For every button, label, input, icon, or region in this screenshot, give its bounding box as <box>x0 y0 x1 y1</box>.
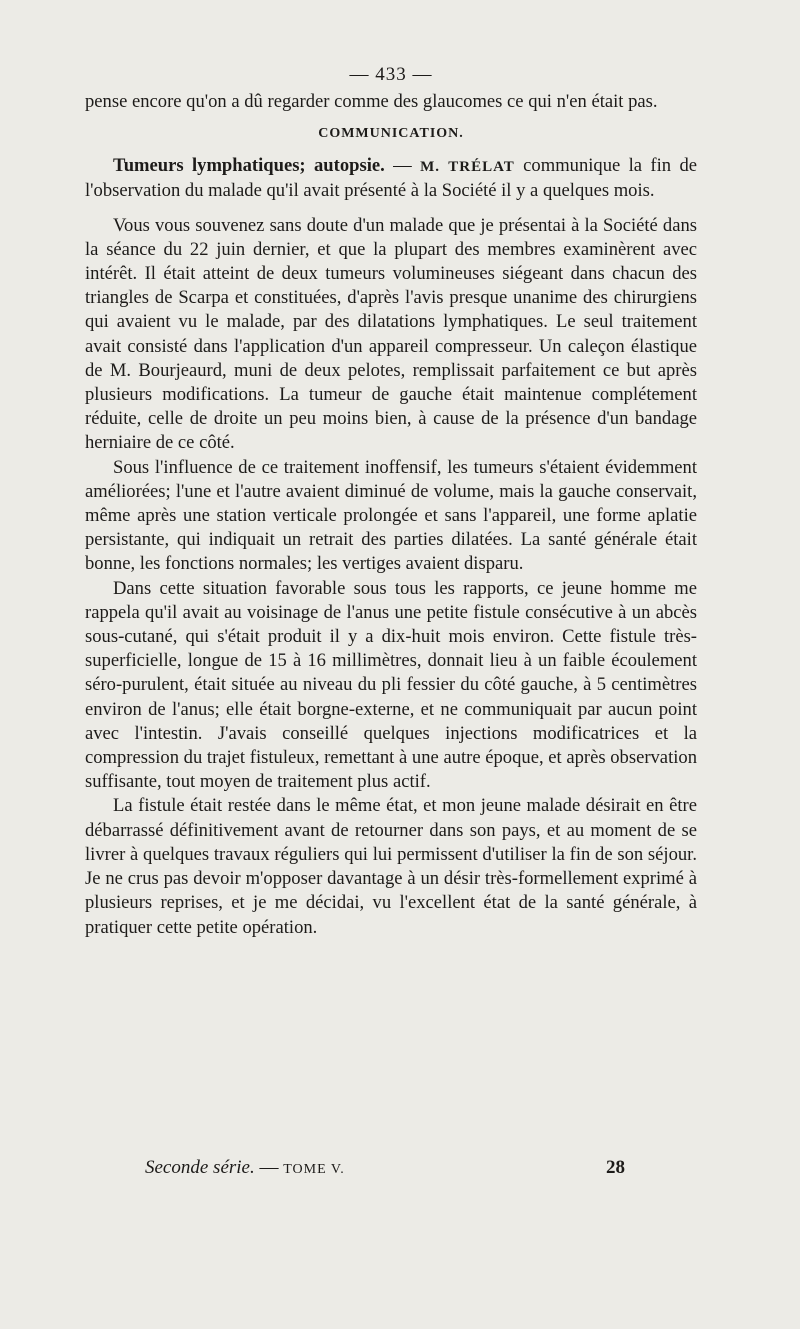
continuation-paragraph: pense encore qu'on a dû regarder comme des glaucomes ce qui n'en était pas. <box>85 91 658 112</box>
footer-signature: 28 <box>606 1157 625 1178</box>
topic-title: Tumeurs lymphatiques; autopsie. <box>113 155 385 177</box>
page-footer <box>145 1155 625 1181</box>
footer-dash: — <box>254 1157 284 1178</box>
body-paragraph-2: Sous l'influence de ce traitement inoffensif, les tumeurs s'étaient évidemment améliorées; l'une et l'autre avaient diminué de volume, mais la gauche conservait, même après une station verticale prolongée et sans l'appareil, une forme aplatie persistante, qui indiquait un retrait des parties dilatées. La santé générale était bonne, les fonctions normales; les vertiges avaient disparu. <box>85 456 697 575</box>
topic-dash: — <box>384 155 421 177</box>
paragraph-gap <box>85 204 697 214</box>
communication-intro <box>85 154 697 203</box>
section-heading: COMMUNICATION. <box>318 126 464 142</box>
footer-series: Seconde série. <box>145 1157 255 1178</box>
speaker-name: M. TRÉLAT <box>420 159 515 176</box>
body-paragraph-4: La fistule était restée dans le même état, et mon jeune malade désirait en être débarrassé définitivement avant de retourner dans son pays, et au moment de se livrer à quelques travaux réguliers qui lui permissent d'utiliser la fin de son séjour. Je ne crus pas devoir m'opposer davantage à un désir très-formellement exprimé à plusieurs reprises, et je me décidai, vu l'excellent état de la santé générale, à pratiquer cette petite opération. <box>85 795 697 938</box>
text-block <box>85 60 697 940</box>
page-number: — 433 — <box>349 64 433 85</box>
intro-text: communique la fin de l'observation du malade qu'il avait présenté à la Société il y a quelques mois. <box>85 155 697 202</box>
body-paragraph-3: Dans cette situation favorable sous tous les rapports, ce jeune homme me rappela qu'il avait au voisinage de l'anus une petite fistule consécutive à un abcès sous-cutané, qui s'était produit il y a dix-huit mois environ. Cette fistule très-superficielle, longue de 15 à 16 millimètres, donnait lieu à un faible écoulement séro-purulent, était située au niveau du pli fessier du côté gauche, à 5 centimètres environ de l'anus; elle était borgne-externe, et ne communiquait par aucun point avec l'intestin. J'avais conseillé quelques injections modificatrices et la compression du trajet fistuleux, remettant à une autre époque, et après observation suffisante, tout moyen de traitement plus actif. <box>85 577 697 793</box>
footer-tome: TOME V. <box>283 1162 345 1177</box>
body-paragraph-1: Vous vous souvenez sans doute d'un malade que je présentai à la Société dans la séance du 22 juin dernier, et que la plupart des membres examinèrent avec intérêt. Il était atteint de deux tumeurs volumineuses siégeant dans chacun des triangles de Scarpa et constituées, d'après l'avis presque unanime des chirurgiens qui avaient vu le malade, par des dilatations lymphatiques. Le seul traitement avait consisté dans l'application d'un appareil compresseur. Un caleçon élastique de M. Bourjeaurd, muni de deux pelotes, remplissait parfaitement ce but après plusieurs modifications. La tumeur de gauche était maintenue complétement réduite, celle de droite un peu moins bien, à cause de la présence d'un bandage herniaire de ce côté. <box>85 214 697 454</box>
